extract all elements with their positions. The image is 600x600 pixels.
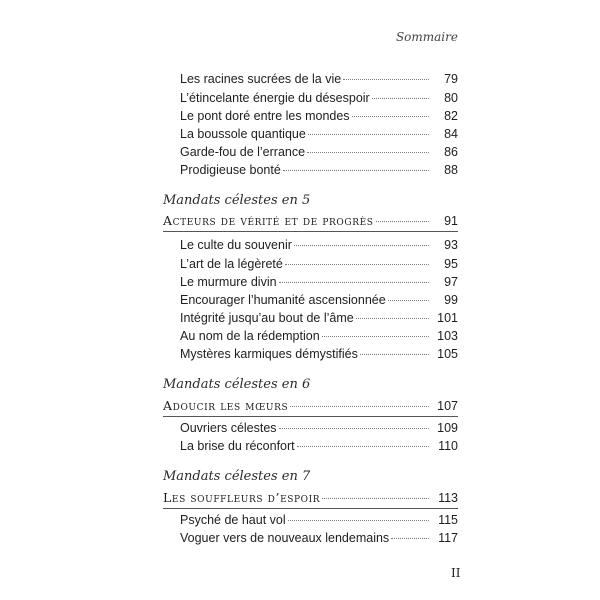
entry-page: 88: [444, 163, 458, 177]
section-heading: Mandats célestes en 6: [163, 377, 311, 392]
dot-leader: [376, 221, 429, 222]
toc-entry[interactable]: [180, 126, 458, 142]
dot-leader: [297, 446, 429, 447]
entry-title: Ouvriers célestes: [180, 421, 277, 435]
chapter-entry[interactable]: [163, 490, 458, 506]
chapter-page: 107: [437, 399, 458, 413]
toc-entry[interactable]: [180, 108, 458, 124]
dot-leader: [290, 406, 429, 407]
dot-leader: [360, 354, 429, 355]
chapter-title: Acteurs de vérité et de progrès: [163, 213, 374, 228]
dot-leader: [372, 98, 429, 99]
dot-leader: [279, 282, 429, 283]
toc-entry[interactable]: [180, 512, 458, 528]
dot-leader: [391, 538, 429, 539]
entry-page: 80: [444, 91, 458, 105]
toc-entry[interactable]: [180, 256, 458, 272]
toc-entry[interactable]: [180, 144, 458, 160]
entry-title: La boussole quantique: [180, 127, 306, 141]
entry-page: 115: [438, 513, 458, 527]
entry-page: 103: [437, 329, 458, 343]
toc-entry[interactable]: [180, 71, 458, 87]
chapter-page: 113: [438, 491, 458, 505]
entry-title: L’art de la légèreté: [180, 257, 283, 271]
chapter-rule: [163, 416, 458, 417]
toc-entry[interactable]: [180, 310, 458, 326]
toc-entry[interactable]: [180, 292, 458, 308]
entry-title: Le culte du souvenir: [180, 238, 292, 252]
entry-page: 101: [437, 311, 458, 325]
entry-page: 95: [444, 257, 458, 271]
entry-title: Les racines sucrées de la vie: [180, 72, 342, 86]
entry-title: Psyché de haut vol: [180, 513, 286, 527]
entry-title: La brise du réconfort: [180, 439, 295, 453]
entry-title: Garde-fou de l’errance: [180, 145, 306, 159]
entry-page: 86: [444, 145, 458, 159]
toc-entry[interactable]: [180, 530, 458, 546]
entry-title: Prodigieuse bonté: [180, 163, 281, 177]
dot-leader: [308, 134, 429, 135]
page-number: II: [451, 566, 461, 580]
chapter-rule: [163, 231, 458, 232]
entry-page: 99: [444, 293, 458, 307]
chapter-entry[interactable]: [163, 398, 458, 414]
toc-entry[interactable]: [180, 162, 458, 178]
toc-entry[interactable]: [180, 274, 458, 290]
dot-leader: [294, 245, 429, 246]
dot-leader: [388, 300, 429, 301]
entry-page: 109: [437, 421, 458, 435]
chapter-title: Adoucir les mœurs: [163, 398, 289, 413]
entry-page: 82: [444, 109, 458, 123]
dot-leader: [285, 264, 429, 265]
dot-leader: [283, 170, 429, 171]
toc-entry[interactable]: [180, 346, 458, 362]
dot-leader: [322, 336, 429, 337]
chapter-page: 91: [444, 214, 458, 228]
chapter-rule: [163, 508, 458, 509]
entry-title: Au nom de la rédemption: [180, 329, 320, 343]
dot-leader: [288, 520, 429, 521]
toc-entry[interactable]: [180, 90, 458, 106]
entry-page: 79: [444, 72, 458, 86]
entry-page: 105: [437, 347, 458, 361]
entry-title: L’étincelante énergie du désespoir: [180, 91, 370, 105]
dot-leader: [322, 498, 429, 499]
dot-leader: [356, 318, 429, 319]
chapter-title: Les souffleurs d’espoir: [163, 490, 321, 505]
chapter-entry[interactable]: [163, 213, 458, 229]
entry-page: 84: [444, 127, 458, 141]
entry-title: Le pont doré entre les mondes: [180, 109, 350, 123]
toc-entry[interactable]: [180, 438, 458, 454]
entry-title: Voguer vers de nouveaux lendemains: [180, 531, 390, 545]
entry-title: Intégrité jusqu’au bout de l’âme: [180, 311, 354, 325]
toc-entry[interactable]: [180, 420, 458, 436]
entry-page: 110: [438, 439, 458, 453]
running-head: Sommaire: [395, 30, 458, 44]
entry-title: Mystères karmiques démystifiés: [180, 347, 358, 361]
toc-entry[interactable]: [180, 237, 458, 253]
entry-page: 117: [438, 531, 458, 545]
toc-entry[interactable]: [180, 328, 458, 344]
entry-page: 97: [444, 275, 458, 289]
entry-title: Encourager l’humanité ascensionnée: [180, 293, 386, 307]
entry-page: 93: [444, 238, 458, 252]
section-heading: Mandats célestes en 5: [163, 193, 311, 208]
dot-leader: [343, 79, 429, 80]
section-heading: Mandats célestes en 7: [163, 469, 311, 484]
entry-title: Le murmure divin: [180, 275, 277, 289]
dot-leader: [279, 428, 429, 429]
dot-leader: [352, 116, 429, 117]
dot-leader: [307, 152, 429, 153]
